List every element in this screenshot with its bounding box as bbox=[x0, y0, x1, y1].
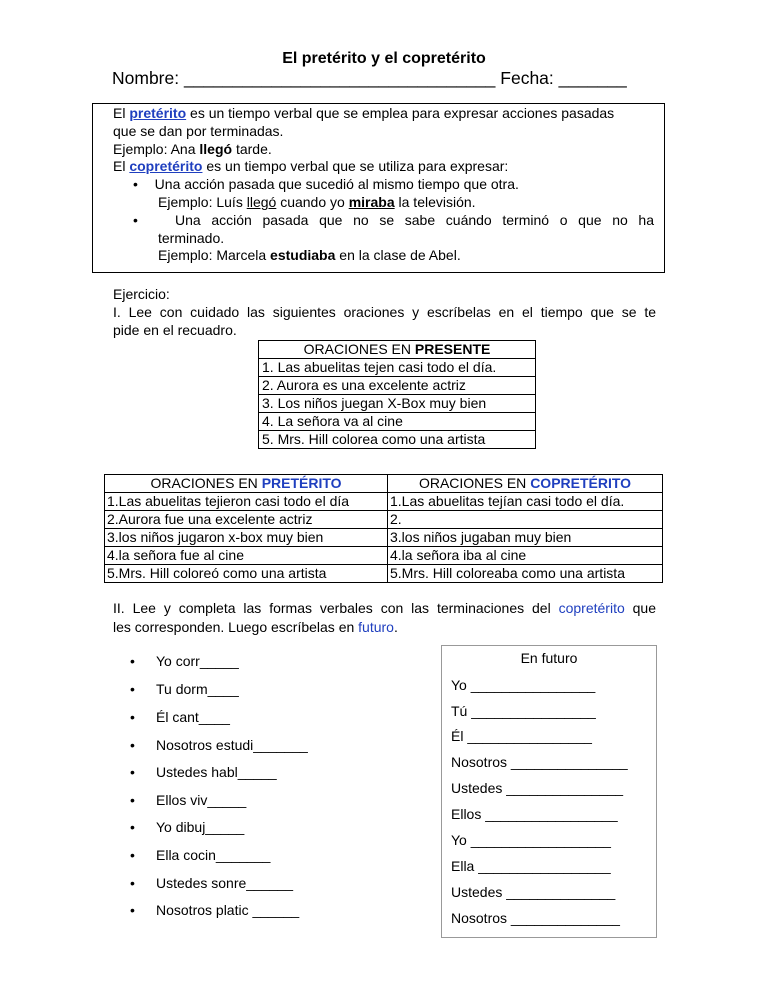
exercise-instruction-2: pide en el recuadro. bbox=[113, 322, 237, 338]
future-line: Nosotros ______________ bbox=[451, 910, 620, 926]
presente-row: 3. Los niños juegan X-Box muy bien bbox=[259, 395, 536, 413]
exercise-instruction-1: I. Lee con cuidado las siguientes oraciones y escríbelas en el tiempo que se te bbox=[113, 304, 656, 320]
copreterito-term: copretérito bbox=[129, 158, 203, 174]
verb-item: • Tu dorm____ bbox=[130, 681, 239, 697]
bullet-2-cont: terminado. bbox=[158, 230, 225, 246]
future-line: Nosotros _______________ bbox=[451, 754, 628, 770]
future-line: Tú ________________ bbox=[451, 703, 596, 719]
copreterito-cell: 4.la señora iba al cine bbox=[388, 547, 663, 565]
name-date-line: Nombre: ________________________________ Fecha: _______ bbox=[112, 68, 627, 88]
verb-item: • Nosotros estudi_______ bbox=[130, 737, 308, 753]
preterito-cell: 1.Las abuelitas tejieron casi todo el día bbox=[105, 493, 388, 511]
verb-item: • Yo dibuj_____ bbox=[130, 819, 245, 835]
future-line: Yo ________________ bbox=[451, 677, 596, 693]
preterito-cell: 3.los niños jugaron x-box muy bien bbox=[105, 529, 388, 547]
verb-item: • Ellos viv_____ bbox=[130, 792, 247, 808]
intro-line-2: que se dan por terminadas. bbox=[113, 123, 284, 139]
future-line: Él ________________ bbox=[451, 728, 592, 744]
intro-line-1: El pretérito es un tiempo verbal que se emplea para expresar acciones pasadas bbox=[113, 105, 615, 121]
preterito-copreterito-table bbox=[104, 474, 663, 583]
copreterito-cell: 1.Las abuelitas tejían casi todo el día. bbox=[388, 493, 663, 511]
presente-table bbox=[258, 340, 536, 449]
verb-item: • Yo corr_____ bbox=[130, 653, 239, 669]
verb-item: • Ustedes habl_____ bbox=[130, 764, 277, 780]
bullet-2: • Una acción pasada que no se sabe cuándo terminó o que no ha bbox=[133, 212, 654, 228]
exercise-label: Ejercicio: bbox=[113, 286, 170, 302]
part2-instruction-2: les corresponden. Luego escríbelas en futuro. bbox=[113, 619, 398, 635]
presente-header: ORACIONES EN PRESENTE bbox=[259, 341, 536, 359]
future-line: Yo __________________ bbox=[451, 832, 611, 848]
future-line: Ustedes ______________ bbox=[451, 884, 616, 900]
verb-item: • Nosotros platic ______ bbox=[130, 902, 300, 918]
presente-row: 2. Aurora es una excelente actriz bbox=[259, 377, 536, 395]
bullet-2-example: Ejemplo: Marcela estudiaba en la clase de Abel. bbox=[158, 247, 461, 263]
preterito-cell: 2.Aurora fue una excelente actriz bbox=[105, 511, 388, 529]
future-line: Ustedes _______________ bbox=[451, 780, 624, 796]
copreterito-cell: 2. bbox=[388, 511, 663, 529]
bullet-1: • Una acción pasada que sucedió al mismo tiempo que otra. bbox=[133, 176, 519, 192]
verb-item: • Él cant____ bbox=[130, 709, 230, 725]
page-title: El pretérito y el copretérito bbox=[282, 50, 486, 67]
bullet-1-example: Ejemplo: Luís llegó cuando yo miraba la televisión. bbox=[158, 194, 476, 210]
part2-instruction-1: II. Lee y completa las formas verbales con las terminaciones del copretérito que bbox=[113, 600, 657, 616]
presente-row: 5. Mrs. Hill colorea como una artista bbox=[259, 431, 536, 449]
future-line: Ellos _________________ bbox=[451, 806, 618, 822]
copreterito-cell: 5.Mrs. Hill coloreaba como una artista bbox=[388, 565, 663, 583]
future-box-title: En futuro bbox=[520, 650, 578, 666]
preterito-cell: 4.la señora fue al cine bbox=[105, 547, 388, 565]
future-line: Ella _________________ bbox=[451, 858, 611, 874]
copreterito-header: ORACIONES EN COPRETÉRITO bbox=[388, 475, 663, 493]
presente-row: 4. La señora va al cine bbox=[259, 413, 536, 431]
verb-item: • Ustedes sonre______ bbox=[130, 875, 293, 891]
intro-line-3: Ejemplo: Ana llegó tarde. bbox=[113, 141, 272, 157]
presente-row: 1. Las abuelitas tejen casi todo el día. bbox=[259, 359, 536, 377]
intro-line-4: El copretérito es un tiempo verbal que se utiliza para expresar: bbox=[113, 158, 509, 174]
preterito-cell: 5.Mrs. Hill coloreó como una artista bbox=[105, 565, 388, 583]
preterito-term: pretérito bbox=[129, 105, 187, 121]
verb-item: • Ella cocin_______ bbox=[130, 847, 271, 863]
preterito-header: ORACIONES EN PRETÉRITO bbox=[105, 475, 388, 493]
copreterito-cell: 3.los niños jugaban muy bien bbox=[388, 529, 663, 547]
